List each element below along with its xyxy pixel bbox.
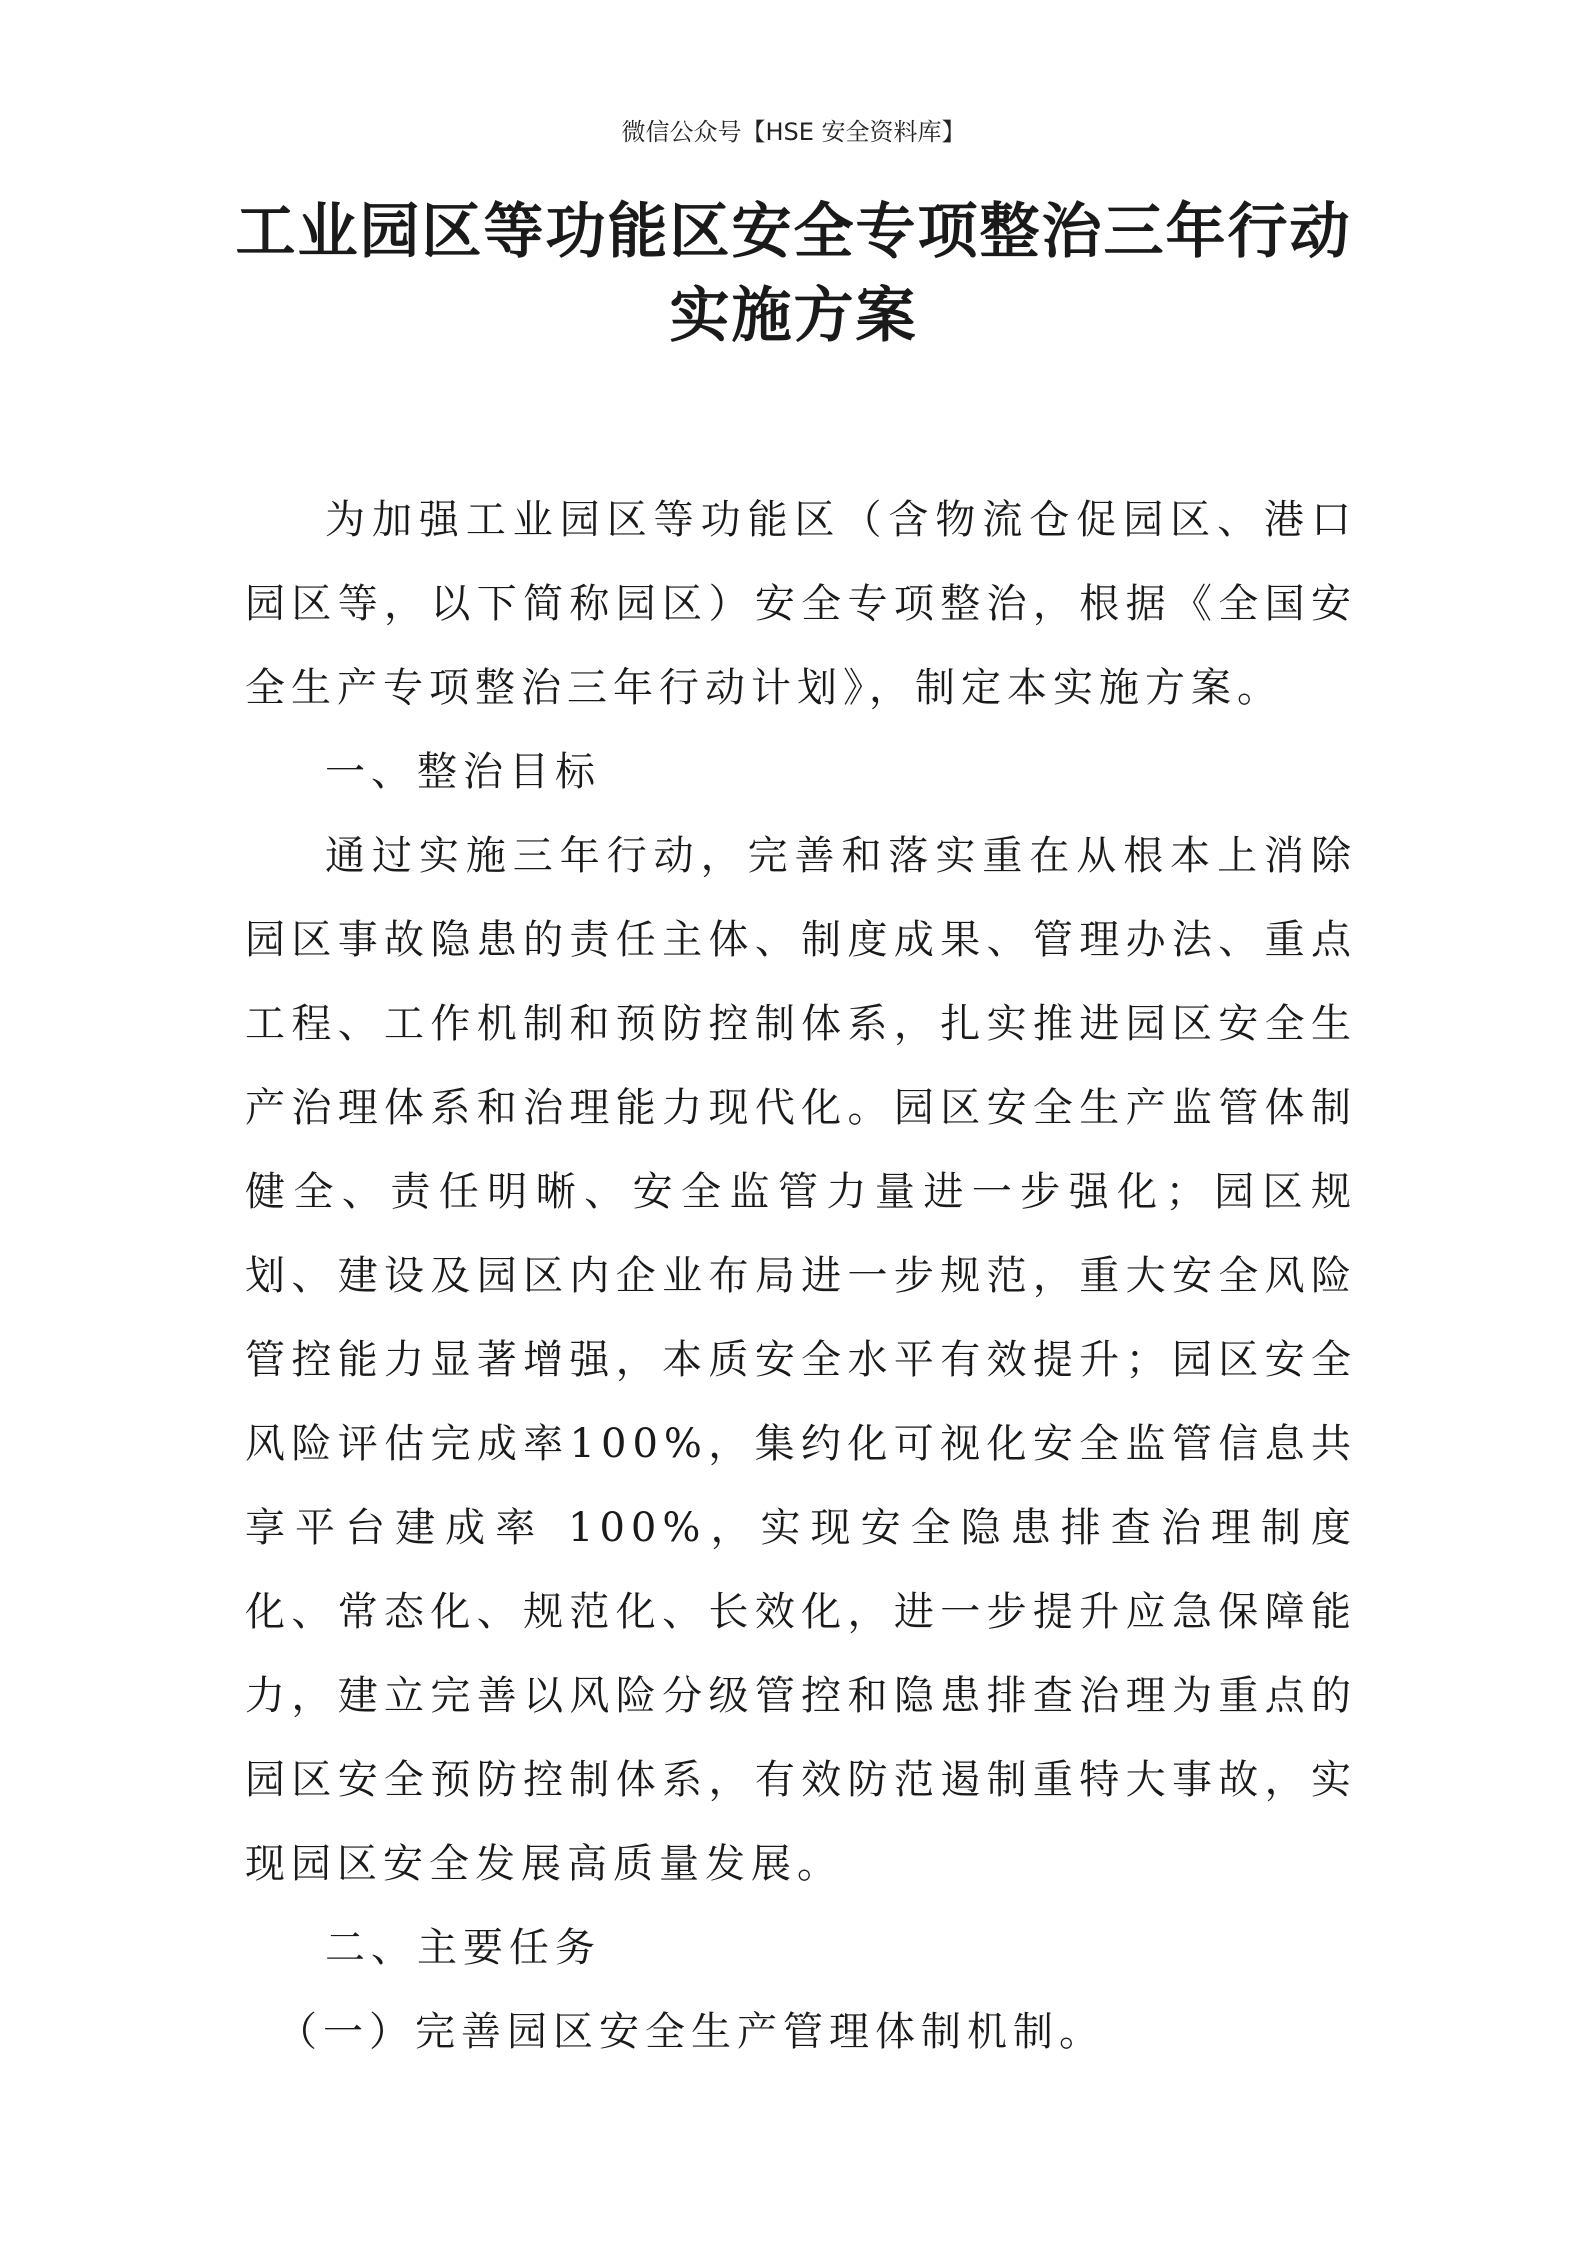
document-body [245, 478, 1357, 2074]
document-title-line-1: 工业园区等功能区安全专项整治三年行动 [235, 197, 1352, 267]
document-title-line-2: 实施方案 [669, 281, 918, 351]
goals-paragraph: 通过实施三年行动，完善和落实重在从根本上消除园区事故隐患的责任主体、制度成果、管理办法、重点工程、工作机制和预防控制体系，扎实推进园区安全生产治理体系和治理能力现代化。园区安全生产监管体制健全、责任明晰、安全监管力量进一步强化；园区规划、建设及园区内企业布局进一步规范，重大安全风险管控能力显著增强，本质安全水平有效提升；园区安全风险评估完成率100%，集约化可视化安全监管信息共享平台建成率 100%，实现安全隐患排查治理制度化、常态化、规范化、长效化，进一步提升应急保障能力，建立完善以风险分级管控和隐患排查治理为重点的园区安全预防控制体系，有效防范遏制重特大事故，实现园区安全发展高质量发展。 [245, 833, 1357, 1887]
section-heading-tasks: 二、主要任务 [325, 1925, 601, 1971]
section-heading-goals: 一、整治目标 [325, 749, 601, 795]
intro-paragraph: 为加强工业园区等功能区（含物流仓促园区、港口园区等，以下简称园区）安全专项整治，根据《全国安全生产专项整治三年行动计划》，制定本实施方案。 [245, 497, 1357, 711]
header-note: 微信公众号【HSE 安全资料库】 [621, 118, 966, 146]
subsection-heading-1: （一）完善园区安全生产管理体制机制。 [277, 2009, 1105, 2055]
document-title [230, 190, 1357, 358]
